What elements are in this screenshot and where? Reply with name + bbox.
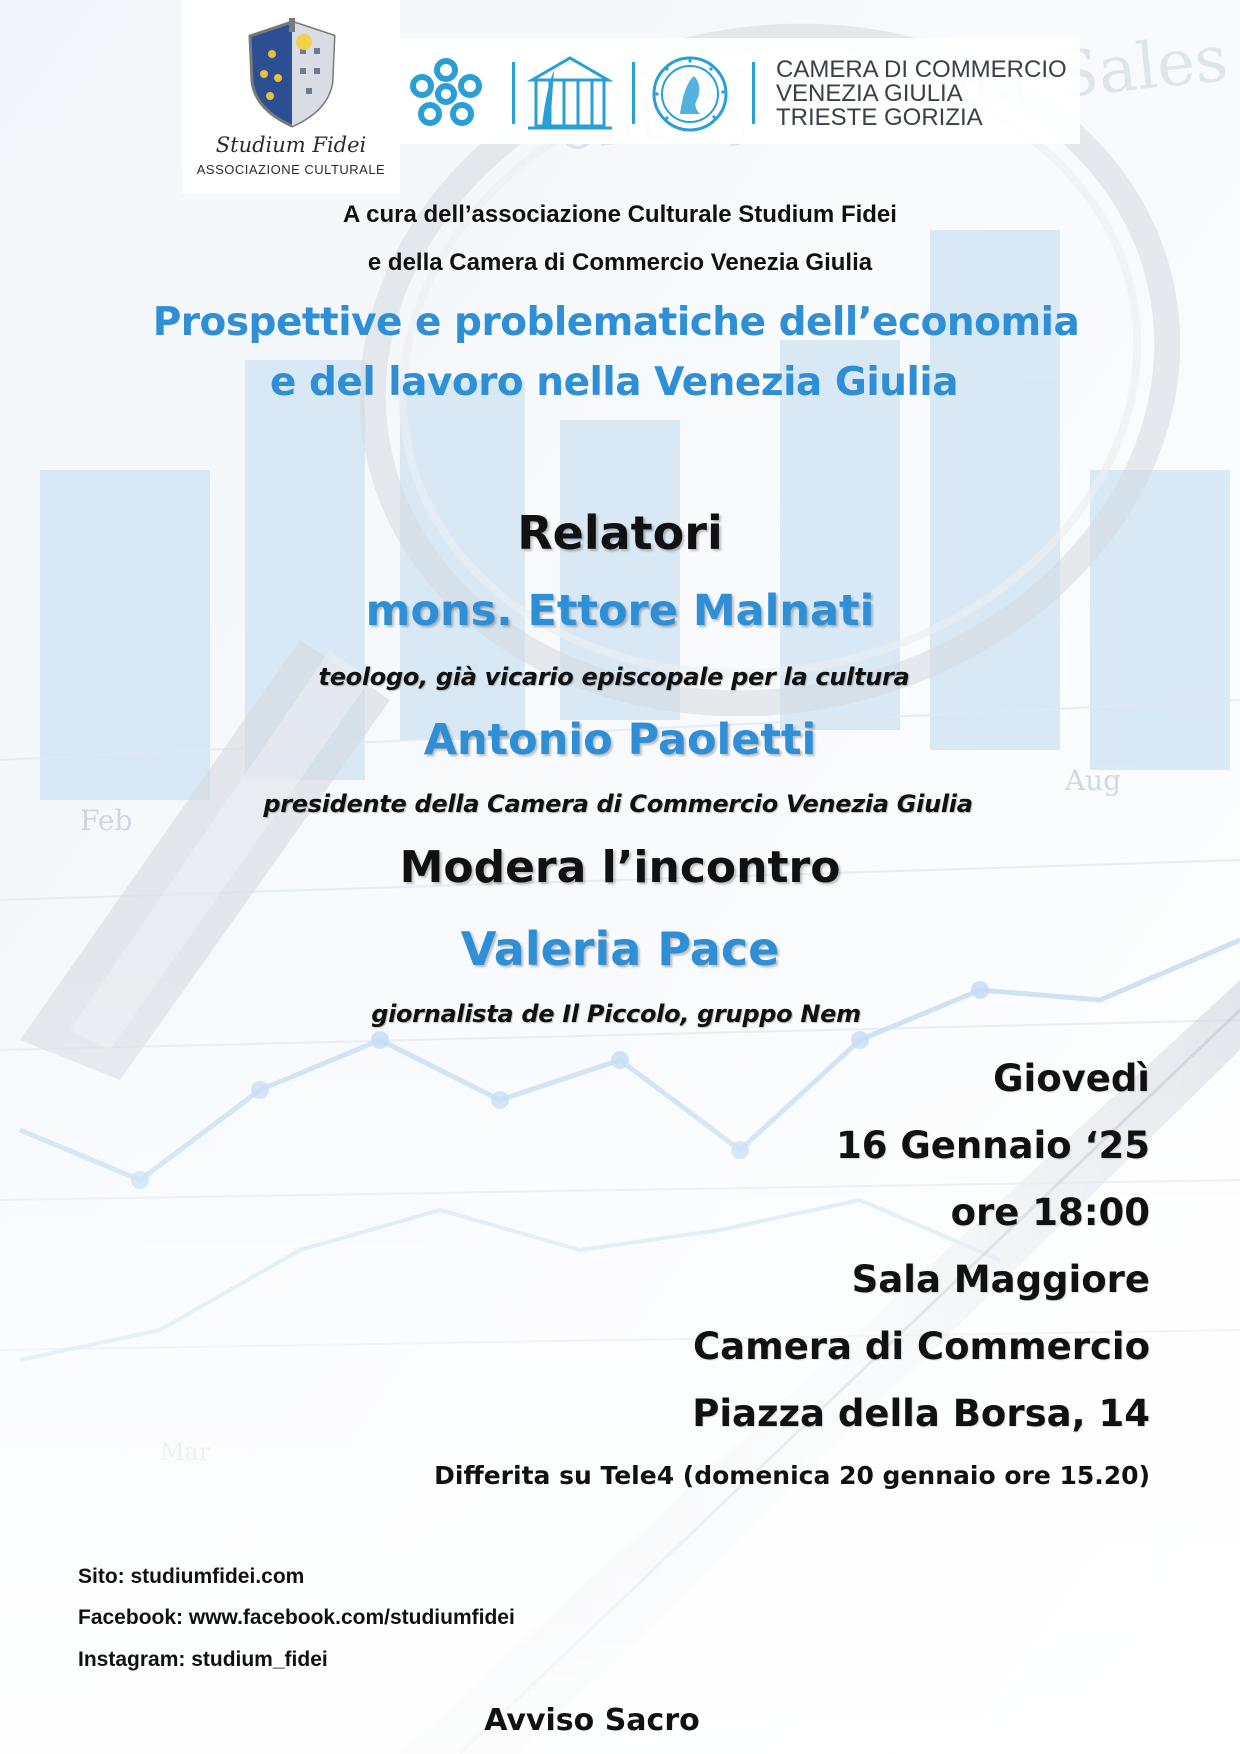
event-day: Giovedì	[993, 1057, 1150, 1100]
event-title: Prospettive e problematiche dell’economia	[152, 300, 1080, 345]
studium-fidei-name: Studium Fidei	[215, 133, 367, 157]
camera-commercio-line: TRIESTE GORIZIA	[776, 104, 983, 131]
camera-commercio-logo	[400, 38, 1080, 144]
event-time: ore 18:00	[950, 1191, 1150, 1234]
logo-divider	[632, 62, 635, 124]
speaker-role: teologo, già vicario episcopale per la cultura	[318, 663, 910, 691]
broadcast-note: Differita su Tele4 (domenica 20 gennaio ore 15.20)	[434, 1461, 1150, 1490]
camera-commercio-line: VENEZIA GIULIA	[776, 80, 963, 107]
moderator-role: giornalista de Il Piccolo, gruppo Nem	[371, 1000, 861, 1028]
contact-instagram: Instagram: studium_fidei	[78, 1648, 328, 1671]
studium-fidei-logo	[182, 0, 400, 194]
contact-facebook: Facebook: www.facebook.com/studiumfidei	[78, 1606, 515, 1629]
studium-fidei-subtitle: ASSOCIAZIONE CULTURALE	[196, 162, 386, 177]
camera-commercio-name	[776, 58, 1067, 130]
speaker-name: mons. Ettore Malnati	[365, 586, 875, 636]
organizers-line: e della Camera di Commercio Venezia Giulia	[367, 249, 873, 276]
logo-divider	[512, 62, 515, 124]
event-title: e del lavoro nella Venezia Giulia	[269, 360, 959, 405]
speaker-role: presidente della Camera di Commercio Venezia Giulia	[263, 790, 973, 818]
event-address: Piazza della Borsa, 14	[692, 1392, 1150, 1435]
flower-logo-icon	[408, 56, 484, 132]
building-logo-icon	[524, 50, 616, 132]
moderator-heading: Modera l’incontro	[399, 842, 841, 893]
shield-emblem-icon	[244, 18, 340, 130]
speaker-name: Antonio Paoletti	[423, 715, 817, 765]
moderator-name: Valeria Pace	[460, 922, 780, 976]
speakers-heading: Relatori	[517, 506, 723, 560]
event-date: 16 Gennaio ‘25	[835, 1124, 1150, 1167]
event-room: Sala Maggiore	[851, 1258, 1150, 1301]
organizers-line: A cura dell’associazione Culturale Studium Fidei	[343, 201, 897, 228]
footer-notice: Avviso Sacro	[484, 1703, 700, 1738]
event-venue: Camera di Commercio	[693, 1325, 1150, 1368]
contact-site: Sito: studiumfidei.com	[78, 1565, 305, 1588]
logo-divider	[752, 62, 755, 124]
seal-logo-icon	[650, 54, 730, 134]
camera-commercio-line: CAMERA DI COMMERCIO	[776, 56, 1067, 83]
